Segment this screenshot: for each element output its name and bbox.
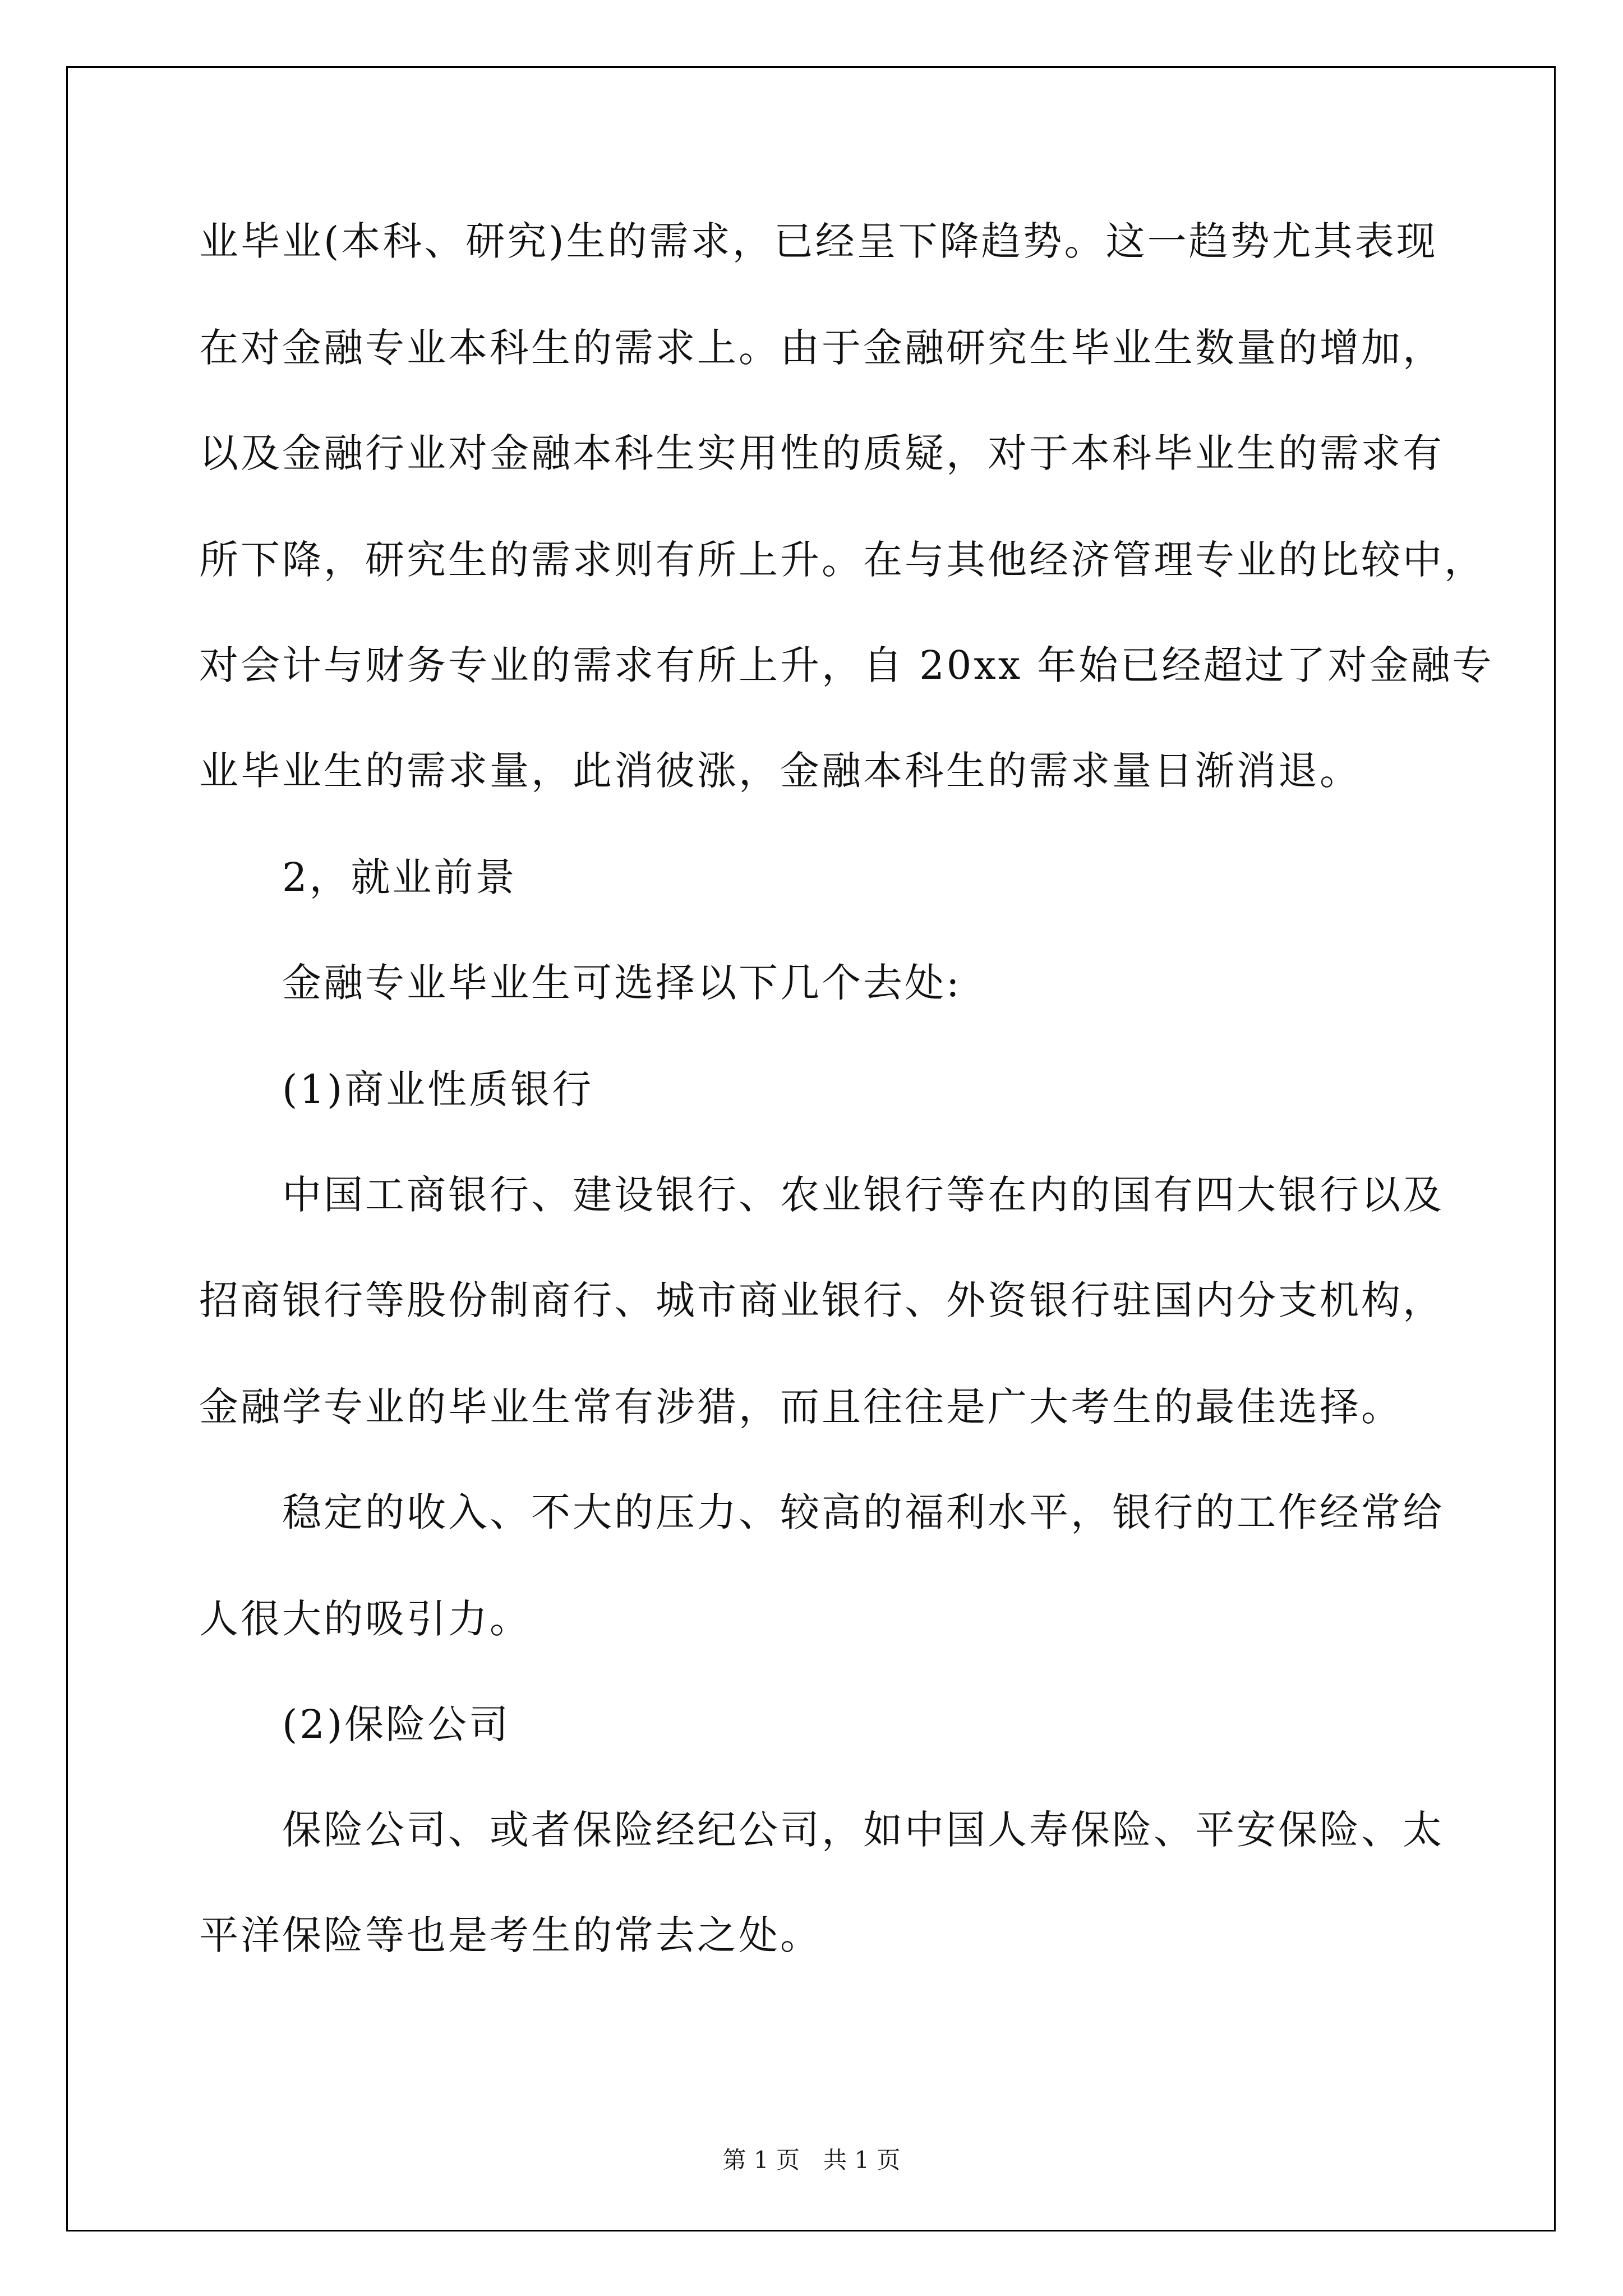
- paragraph-line: 金融学专业的毕业生常有涉猎，而且往往是广大考生的最佳选择。: [199, 1384, 1403, 1430]
- subsection-heading: (2)保险公司: [282, 1701, 511, 1747]
- paragraph-line: 稳定的收入、不大的压力、较高的福利水平，银行的工作经常给: [282, 1489, 1444, 1535]
- section-heading: 2，就业前景: [282, 854, 517, 900]
- paragraph-line: 对会计与财务专业的需求有所上升，自 20xx 年始已经超过了对金融专: [199, 642, 1494, 688]
- paragraph-line: 所下降，研究生的需求则有所上升。在与其他经济管理专业的比较中，: [199, 537, 1486, 583]
- paragraph-line: 中国工商银行、建设银行、农业银行等在内的国有四大银行以及: [282, 1172, 1444, 1218]
- paragraph-line: 招商银行等股份制商行、城市商业银行、外资银行驻国内分支机构，: [199, 1277, 1444, 1323]
- paragraph-line: 在对金融专业本科生的需求上。由于金融研究生毕业生数量的增加，: [199, 325, 1444, 371]
- paragraph-line: 保险公司、或者保险经纪公司，如中国人寿保险、平安保险、太: [282, 1807, 1444, 1853]
- paragraph-line: 业毕业(本科、研究)生的需求，已经呈下降趋势。这一趋势尤其表现: [199, 218, 1438, 264]
- paragraph-line: 以及金融行业对金融本科生实用性的质疑，对于本科毕业生的需求有: [199, 430, 1444, 476]
- page-number: 第 1 页 共 1 页: [722, 2146, 901, 2174]
- page-border: [66, 66, 1556, 2231]
- paragraph-line: 人很大的吸引力。: [199, 1596, 531, 1642]
- paragraph-line: 业毕业生的需求量，此消彼涨，金融本科生的需求量日渐消退。: [199, 748, 1361, 794]
- paragraph-line: 平洋保险等也是考生的常去之处。: [199, 1912, 822, 1958]
- paragraph-line: 金融专业毕业生可选择以下几个去处:: [282, 960, 962, 1006]
- subsection-heading: (1)商业性质银行: [282, 1066, 594, 1112]
